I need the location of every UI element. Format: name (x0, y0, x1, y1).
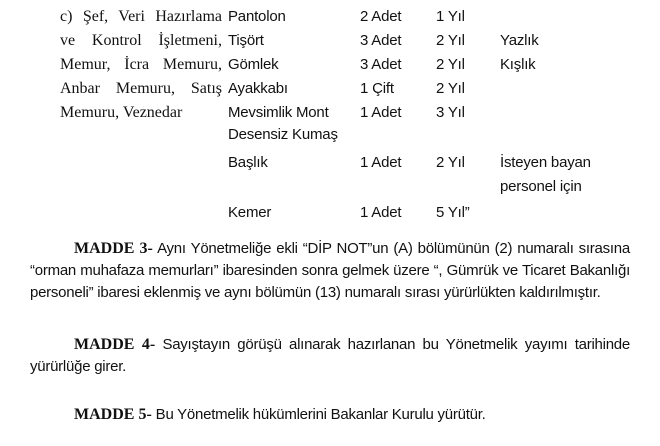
item-period: 2 Yıl (436, 154, 465, 171)
article-text: Bu Yönetmelik hükümlerini Bakanlar Kurulu yürütür. (151, 406, 486, 423)
item-period: 2 Yıl (436, 32, 465, 49)
article-5 (30, 404, 630, 426)
item-note-line2: personel için (500, 178, 582, 195)
table-row (60, 152, 620, 174)
item-period: 3 Yıl (436, 104, 465, 121)
table-row (60, 102, 620, 124)
item-quantity: 3 Adet (360, 56, 402, 73)
table-row (60, 6, 620, 28)
item-quantity: 1 Adet (360, 204, 402, 221)
article-heading: MADDE 5- (74, 406, 152, 423)
table-row-continuation (60, 124, 620, 146)
table-row (60, 30, 620, 52)
article-3 (30, 238, 630, 304)
article-text: Sayıştayın görüşü alınarak hazırlanan bu Yönetmelik yayımı tarihinde yürürlüğe girer. (30, 336, 630, 375)
item-note: İsteyen bayan (500, 154, 591, 171)
item-period: 2 Yıl (436, 80, 465, 97)
table-row (60, 202, 620, 224)
item-name: Gömlek (228, 56, 279, 73)
personnel-text: Memur, İcra Memuru, (60, 56, 222, 73)
item-name-line2: Desensiz Kumaş (228, 126, 338, 143)
item-quantity: 1 Adet (360, 154, 402, 171)
item-period: 5 Yıl” (436, 204, 470, 221)
item-quantity: 1 Çift (360, 80, 394, 97)
personnel-text: ve Kontrol İşletmeni, (60, 32, 222, 49)
item-period: 1 Yıl (436, 8, 465, 25)
personnel-text: c) Şef, Veri Hazırlama (60, 8, 222, 25)
item-note: Yazlık (500, 32, 539, 49)
item-name: Başlık (228, 154, 268, 171)
item-name: Mevsimlik Mont (228, 104, 329, 121)
article-heading: MADDE 4- (74, 336, 156, 353)
item-name: Tişört (228, 32, 264, 49)
item-note: Kışlık (500, 56, 536, 73)
item-quantity: 2 Adet (360, 8, 402, 25)
item-quantity: 3 Adet (360, 32, 402, 49)
article-heading: MADDE 3- (74, 240, 153, 257)
table-row (60, 78, 620, 100)
item-quantity: 1 Adet (360, 104, 402, 121)
table-row-continuation (60, 176, 620, 198)
item-name: Ayakkabı (228, 80, 288, 97)
item-name: Kemer (228, 204, 272, 221)
personnel-text: Memuru, Veznedar (60, 104, 183, 121)
item-name: Pantolon (228, 8, 286, 25)
article-text: Aynı Yönetmeliğe ekli “DİP NOT”un (A) bölümünün (2) numaralı sırasına “orman muhafaza memurları” ibaresinden sonra gelmek üzere “, Gümrük ve Ticaret Bakanlığı personeli” ibaresi eklenmiş ve aynı bölümün (13) numaralı sırası yürürlükten kaldırılmıştır. (30, 240, 630, 301)
table-row (60, 54, 620, 76)
article-4 (30, 334, 630, 378)
item-period: 2 Yıl (436, 56, 465, 73)
personnel-text: Anbar Memuru, Satış (60, 80, 222, 97)
